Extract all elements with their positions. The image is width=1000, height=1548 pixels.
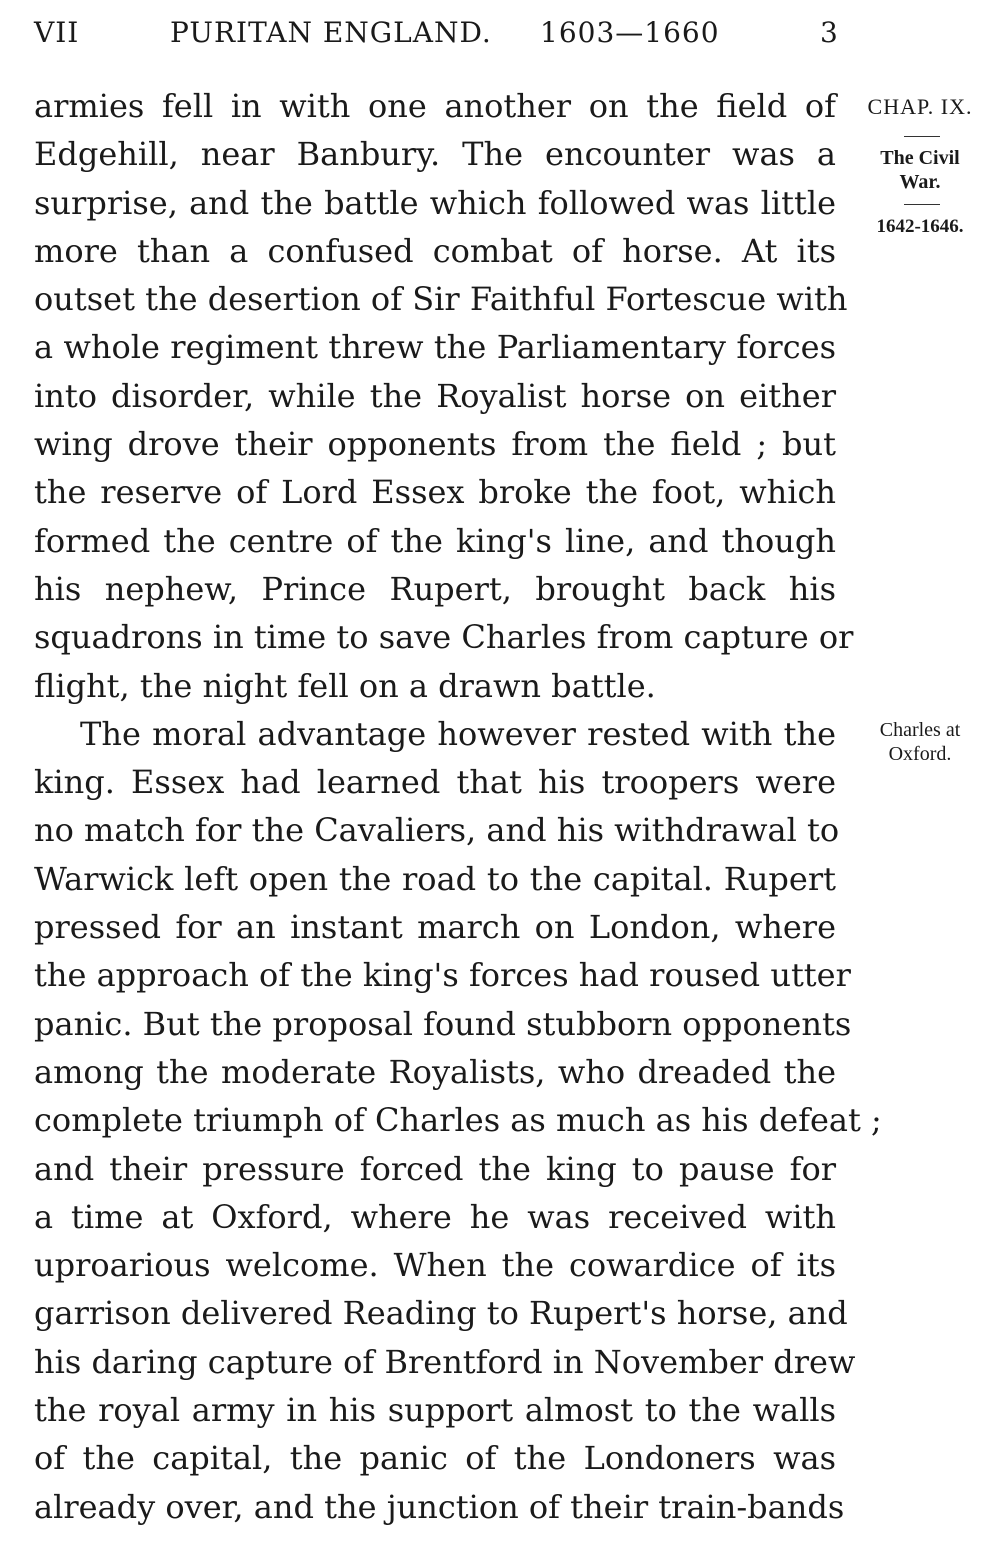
text-line: among the moderate Royalists, who dreaded the xyxy=(34,1052,836,1091)
margin-rule xyxy=(904,204,940,205)
text-line: of the capital, the panic of the Londoners was xyxy=(34,1439,836,1478)
text-line: The moral advantage however rested with the xyxy=(80,714,836,753)
text-line: squadrons in time to save Charles from capture or xyxy=(34,618,854,657)
text-line: outset the desertion of Sir Faithful Fortescue with xyxy=(34,280,848,319)
text-line: into disorder, while the Royalist horse on either xyxy=(34,376,836,415)
text-line: uproarious welcome. When the cowardice of its xyxy=(34,1246,836,1285)
margin-note-charles-line2: Oxford. xyxy=(888,743,952,765)
text-line: Warwick left open the road to the capital. Rupert xyxy=(34,859,836,898)
chapter-roman-numeral: VII xyxy=(34,16,80,49)
text-line: flight, the night fell on a drawn battle. xyxy=(34,666,656,705)
paragraph-1 xyxy=(34,82,854,710)
text-line: complete triumph of Charles as much as his defeat ; xyxy=(34,1101,882,1140)
text-line: the royal army in his support almost to the walls xyxy=(34,1391,836,1430)
margin-note-civil-war-line1: The Civil xyxy=(880,147,960,169)
text-line: surprise, and the battle which followed was little xyxy=(34,183,836,222)
margin-rule xyxy=(904,136,940,137)
text-line: garrison delivered Reading to Rupert's horse, and xyxy=(34,1294,848,1333)
text-line: panic. But the proposal found stubborn opponents xyxy=(34,1004,852,1043)
text-line: no match for the Cavaliers, and his withdrawal to xyxy=(34,811,840,850)
text-line: his daring capture of Brentford in November drew xyxy=(34,1342,856,1381)
text-line: the approach of the king's forces had roused utter xyxy=(34,956,851,995)
running-dates: 1603—1660 xyxy=(540,16,720,49)
margin-note-years: 1642-1646. xyxy=(876,216,964,237)
paragraph-2 xyxy=(34,710,882,1531)
text-line: a time at Oxford, where he was received with xyxy=(34,1197,836,1236)
text-line: the reserve of Lord Essex broke the foot, which xyxy=(34,473,836,512)
text-line: Edgehill, near Banbury. The encounter was a xyxy=(34,135,836,174)
text-line: pressed for an instant march on London, where xyxy=(34,908,836,947)
text-line: a whole regiment threw the Parliamentary forces xyxy=(34,328,836,367)
margin-note-civil-war xyxy=(858,146,982,194)
text-line: formed the centre of the king's line, and though xyxy=(34,521,836,560)
text-line: already over, and the junction of their train-bands xyxy=(34,1487,845,1526)
text-line: king. Essex had learned that his troopers were xyxy=(34,763,836,802)
margin-note-chapter: CHAP. IX. xyxy=(867,94,973,119)
body-text xyxy=(34,82,882,1531)
margin-note-civil-war-line2: War. xyxy=(899,171,941,193)
text-line: armies fell in with one another on the field of xyxy=(34,87,836,125)
running-title: PURITAN ENGLAND. xyxy=(170,16,492,49)
text-line: wing drove their opponents from the field ; but xyxy=(34,425,836,464)
margin-note-charles-line1: Charles at xyxy=(879,719,961,741)
page-number: 3 xyxy=(820,16,839,49)
text-line: and their pressure forced the king to pause for xyxy=(34,1149,836,1188)
text-line: his nephew, Prince Rupert, brought back his xyxy=(34,569,836,608)
margin-note-charles-at-oxford xyxy=(856,718,984,766)
text-line: more than a confused combat of horse. At its xyxy=(34,231,836,270)
running-header xyxy=(0,16,1000,56)
